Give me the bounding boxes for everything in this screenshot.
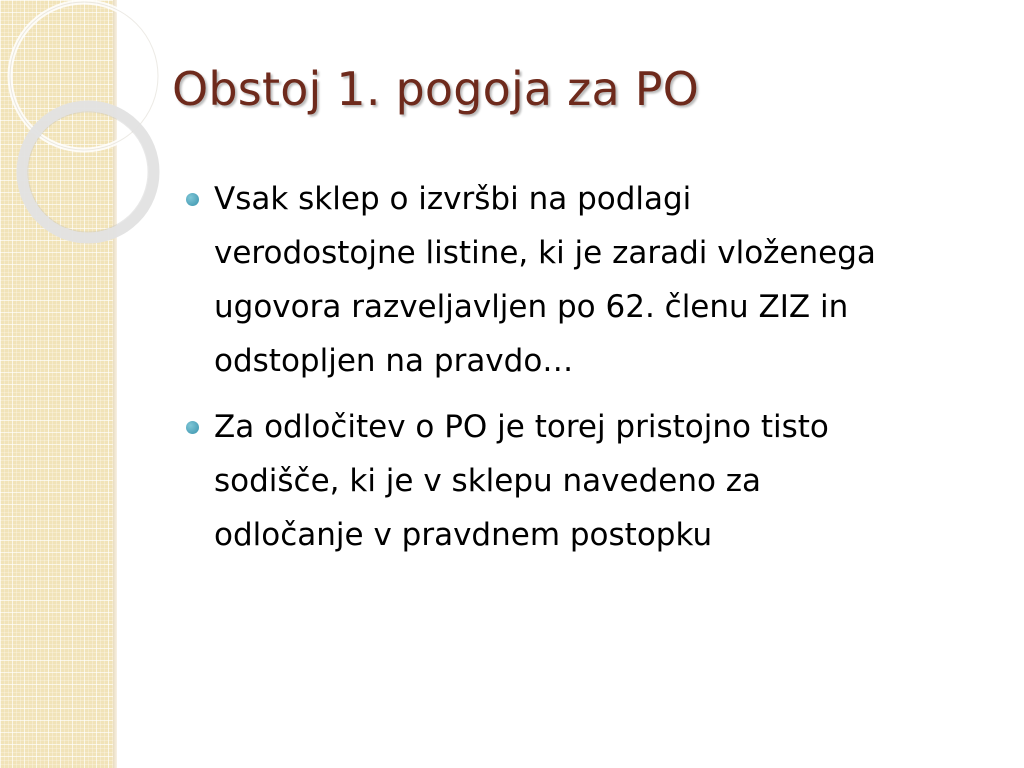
bullet-line: odločanje v pravdnem postopku <box>214 517 713 553</box>
bullet-item <box>186 400 998 562</box>
bullet-list <box>186 172 998 574</box>
bullet-dot-icon <box>186 421 199 434</box>
bullet-line: ugovora razveljavljen po 62. členu ZIZ in <box>214 289 849 325</box>
bullet-line: sodišče, ki je v sklepu navedeno za <box>214 463 762 499</box>
decorative-circles-icon <box>0 0 200 260</box>
bullet-dot-icon <box>186 193 199 206</box>
slide-title: Obstoj 1. pogoja za PO <box>172 62 700 116</box>
bullet-line: Za odločitev o PO je torej pristojno tisto <box>214 409 829 445</box>
bullet-line: verodostojne listine, ki je zaradi vloženega <box>214 235 876 271</box>
bullet-line: Vsak sklep o izvršbi na podlagi <box>214 181 692 217</box>
bullet-item <box>186 172 998 388</box>
bullet-line: odstopljen na pravdo… <box>214 343 574 379</box>
